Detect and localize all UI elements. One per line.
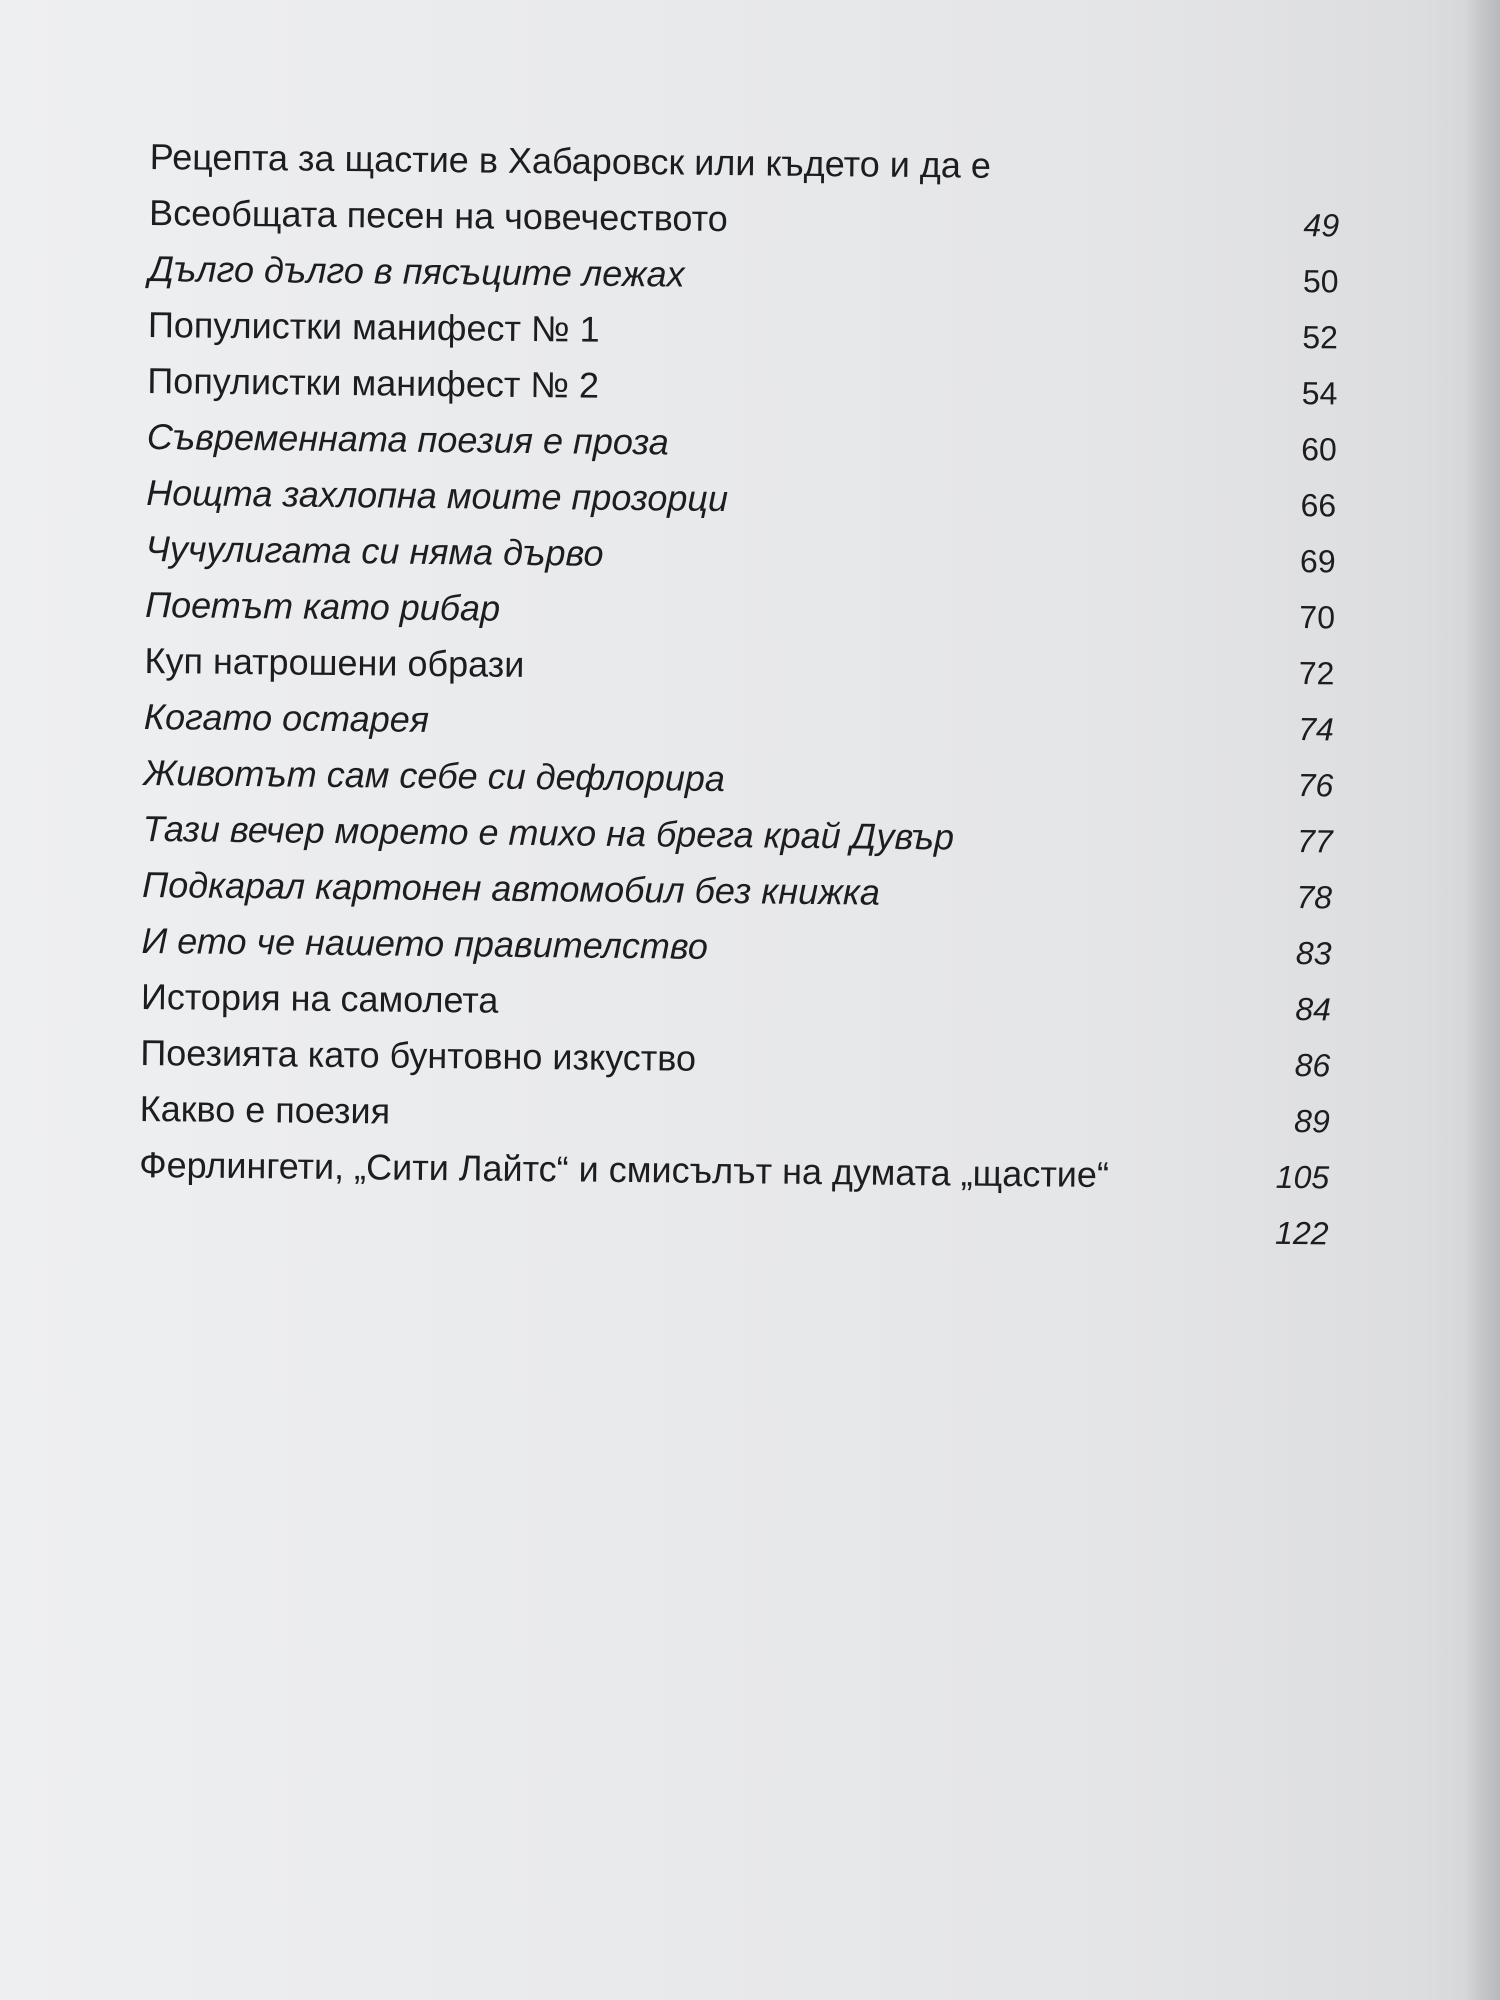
toc-entry-page [1220, 146, 1340, 147]
toc-entry-title: Популистки манифест № 2 [147, 359, 600, 406]
table-of-contents [138, 135, 1340, 1267]
toc-entry-title: Поетът като рибар [144, 583, 501, 629]
toc-entry-title: Чучулигата си няма дърво [145, 527, 604, 574]
toc-entry-page: 70 [1299, 599, 1336, 636]
toc-entry-page: 72 [1298, 655, 1335, 692]
toc-entry-title: Подкарал картонен автомобил без книжка [141, 863, 881, 913]
toc-entry-title: Съвременната поезия е проза [146, 415, 670, 463]
toc-entry-page: 77 [1296, 823, 1333, 860]
toc-entry-page: 50 [1302, 263, 1339, 300]
toc-entry-page: 78 [1296, 879, 1333, 916]
toc-entry-title: Животът сам себе си дефлорира [143, 751, 726, 800]
toc-entry-page: 76 [1297, 767, 1334, 804]
toc-entry-page: 83 [1295, 935, 1332, 972]
toc-entry-title: Ферлингети, „Сити Лайтс“ и смисълът на думата „щастие“ [139, 1143, 1110, 1196]
page-edge-shadow [1464, 0, 1500, 2000]
toc-entry-page: 52 [1302, 319, 1339, 356]
toc-entry-title: Куп натрошени образи [144, 639, 525, 685]
toc-entry-title: Какво е поезия [139, 1087, 391, 1132]
toc-entry-title: Всеобщата песен на човечеството [148, 191, 728, 240]
toc-entry-title: Популистки манифест № 1 [147, 303, 600, 350]
toc-entry [138, 1199, 1329, 1267]
toc-entry-page: 69 [1299, 543, 1336, 580]
toc-entry-title: Нощта захлопна моите прозорци [146, 471, 729, 520]
toc-entry-page: 54 [1301, 375, 1338, 412]
toc-entry-title: Дълго дълго в пясъците лежах [148, 247, 685, 295]
toc-entry-page: 84 [1295, 991, 1332, 1028]
toc-entry-page: 49 [1303, 207, 1340, 244]
toc-entry-page: 122 [1274, 1214, 1329, 1252]
toc-entry-title: И ето че нашето правителство [141, 919, 709, 967]
toc-entry-page: 60 [1300, 431, 1337, 468]
toc-entry-page: 86 [1294, 1047, 1331, 1084]
toc-entry-title: Рецепта за щастие в Хабаровск или където и да е [149, 135, 992, 186]
toc-entry-title: Тази вечер морето е тихо на брега край Дувър [142, 807, 955, 858]
toc-entry-title: Когато остарея [143, 695, 430, 740]
toc-entry-title: Поезията като бунтовно изкуство [140, 1031, 697, 1079]
toc-entry-title: История на самолета [140, 975, 499, 1021]
toc-entry-page: 89 [1293, 1103, 1330, 1140]
toc-entry-page: 74 [1298, 711, 1335, 748]
toc-entry-page: 105 [1275, 1158, 1330, 1196]
toc-entry-page: 66 [1300, 487, 1337, 524]
